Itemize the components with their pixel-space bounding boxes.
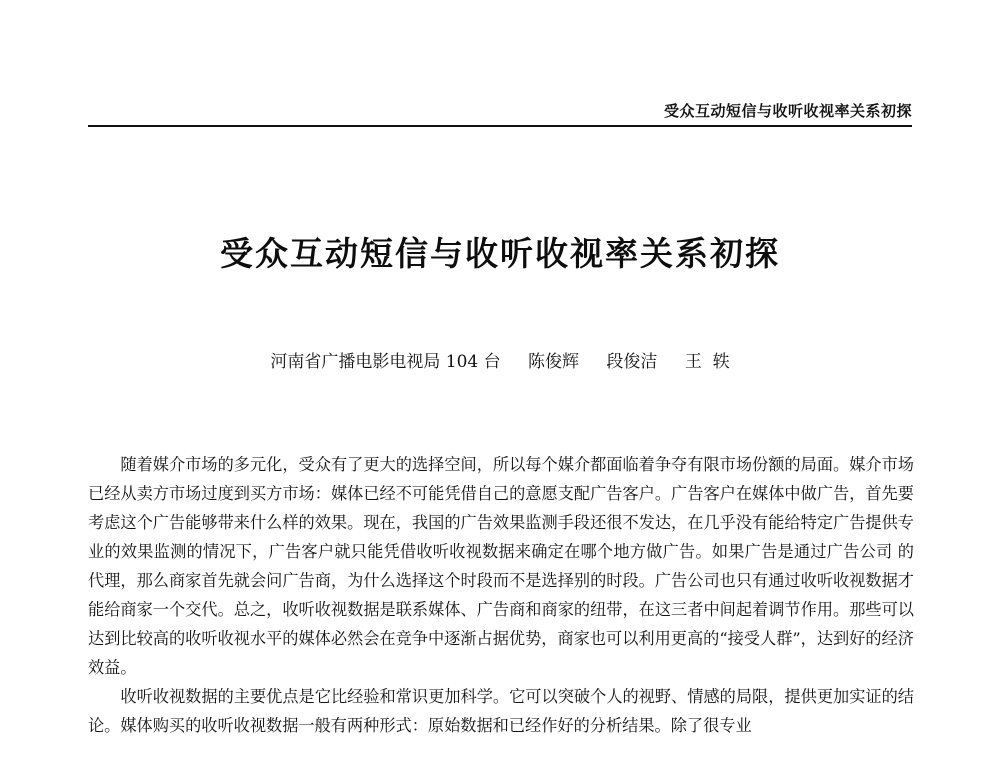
author-line	[0, 347, 1000, 372]
body-paragraph: 随着媒介市场的多元化，受众有了更大的选择空间，所以每个媒介都面临着争夺有限市场份额的局面。媒介市场已经从卖方市场过度到买方市场：媒体已经不可能凭借自己的意愿支配广告客户。广告客户在媒体中做广告，首先要考虑这个广告能够带来什么样的效果。现在，我国的广告效果监测手段还很不发达，在几乎没有能给特定广告提供专业的效果监测的情况下，广告客户就只能凭借收听收视数据来确定在哪个地方做广告。如果广告是通过广告公司 的代理，那么商家首先就会问广告商，为什么选择这个时段而不是选择别的时段。广告公司也只有通过收听收视数据才能给商家一个交代。总之，收听收视数据是联系媒体、广告商和商家的纽带，在这三者中间起着调节作用。那些可以达到比较高的收听收视水平的媒体必然会在竞争中逐渐占据优势，商家也可以利用更高的“接受人群”，达到好的经济效益。	[88, 455, 914, 677]
author-name: 陈俊辉	[528, 352, 580, 372]
article-title: 受众互动短信与收听收视率关系初探	[220, 234, 780, 273]
article-body	[88, 450, 914, 740]
header-rule	[88, 125, 912, 127]
author-affiliation: 河南省广播电影电视局 104 台	[270, 352, 501, 372]
running-header: 受众互动短信与收听收视率关系初探	[663, 102, 912, 120]
body-paragraph: 收听收视数据的主要优点是它比经验和常识更加科学。它可以突破个人的视野、情感的局限，提供更加实证的结论。媒体购买的收听收视数据一般有两种形式：原始数据和已经作好的分析结果。除了很专业	[88, 687, 914, 735]
author-name: 段俊洁	[606, 352, 658, 372]
author-name: 王 轶	[684, 352, 730, 372]
